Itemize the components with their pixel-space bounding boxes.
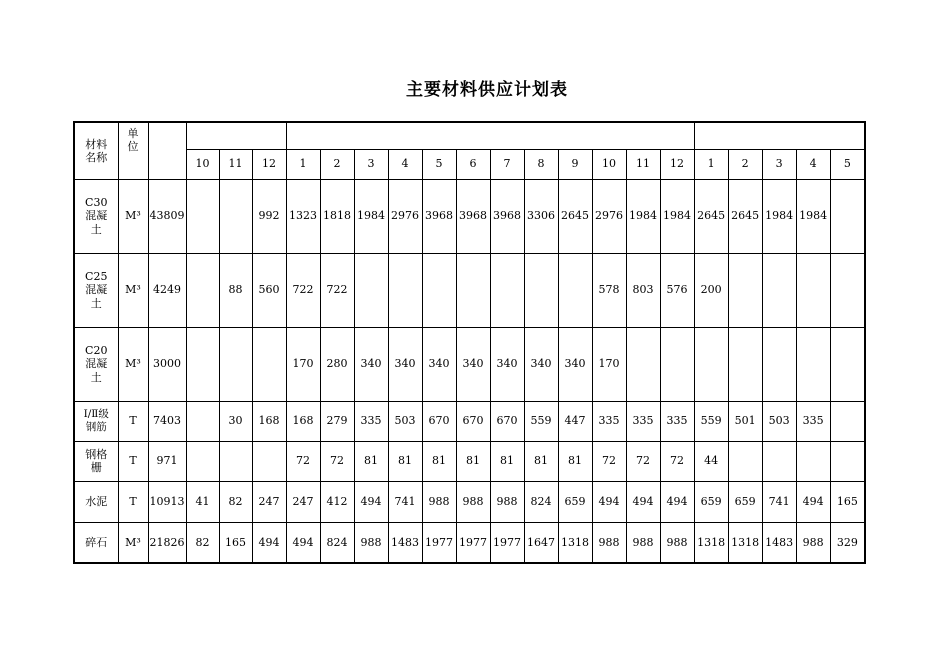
value-cell: 335 (592, 401, 626, 441)
value-cell (219, 441, 252, 481)
value-cell: 494 (592, 481, 626, 522)
month-header-cell: 4 (796, 149, 830, 179)
value-cell: 247 (252, 481, 286, 522)
table-row (74, 522, 865, 563)
value-cell: 1984 (796, 179, 830, 253)
month-header-row (74, 149, 865, 179)
table-row (74, 327, 865, 401)
value-cell: 81 (422, 441, 456, 481)
value-cell: 494 (626, 481, 660, 522)
value-cell: 559 (694, 401, 728, 441)
unit-cell: M³ (118, 253, 148, 327)
value-cell: 2976 (592, 179, 626, 253)
value-cell (186, 253, 219, 327)
value-cell (252, 327, 286, 401)
month-header-cell: 3 (762, 149, 796, 179)
value-cell: 560 (252, 253, 286, 327)
month-header-cell: 12 (660, 149, 694, 179)
month-header-cell: 2 (320, 149, 354, 179)
value-cell: 3306 (524, 179, 558, 253)
table-row (74, 253, 865, 327)
value-cell: 988 (660, 522, 694, 563)
value-cell: 72 (626, 441, 660, 481)
value-cell (558, 253, 592, 327)
total-cell: 7403 (148, 401, 186, 441)
month-header-cell: 7 (490, 149, 524, 179)
total-cell: 3000 (148, 327, 186, 401)
total-cell: 21826 (148, 522, 186, 563)
value-cell: 988 (354, 522, 388, 563)
value-cell (830, 253, 865, 327)
value-cell: 992 (252, 179, 286, 253)
value-cell (762, 253, 796, 327)
value-cell: 3968 (490, 179, 524, 253)
month-header-cell: 2 (728, 149, 762, 179)
value-cell: 501 (728, 401, 762, 441)
material-name-cell: 水泥 (74, 481, 118, 522)
value-cell: 1977 (456, 522, 490, 563)
value-cell: 1483 (762, 522, 796, 563)
value-cell: 1977 (490, 522, 524, 563)
value-cell (186, 179, 219, 253)
month-header-cell: 8 (524, 149, 558, 179)
material-name-cell: C30混凝土 (74, 179, 118, 253)
value-cell: 200 (694, 253, 728, 327)
value-cell: 659 (558, 481, 592, 522)
value-cell (762, 441, 796, 481)
value-cell: 1984 (626, 179, 660, 253)
value-cell: 988 (490, 481, 524, 522)
unit-cell: T (118, 441, 148, 481)
value-cell: 1984 (660, 179, 694, 253)
value-cell: 494 (286, 522, 320, 563)
value-cell: 81 (558, 441, 592, 481)
value-cell: 340 (490, 327, 524, 401)
value-cell (422, 253, 456, 327)
value-cell: 340 (558, 327, 592, 401)
value-cell: 335 (354, 401, 388, 441)
value-cell: 81 (388, 441, 422, 481)
month-header-cell: 10 (186, 149, 219, 179)
value-cell (388, 253, 422, 327)
value-cell: 722 (320, 253, 354, 327)
value-cell (830, 441, 865, 481)
value-cell (354, 253, 388, 327)
value-cell (219, 179, 252, 253)
value-cell (252, 441, 286, 481)
value-cell: 1647 (524, 522, 558, 563)
value-cell (186, 441, 219, 481)
value-cell: 578 (592, 253, 626, 327)
unit-cell: M³ (118, 522, 148, 563)
value-cell: 340 (354, 327, 388, 401)
total-cell: 43809 (148, 179, 186, 253)
total-cell: 4249 (148, 253, 186, 327)
value-cell: 1318 (694, 522, 728, 563)
value-cell: 279 (320, 401, 354, 441)
value-cell: 1483 (388, 522, 422, 563)
total-cell: 971 (148, 441, 186, 481)
value-cell (456, 253, 490, 327)
value-cell: 81 (490, 441, 524, 481)
value-cell: 494 (252, 522, 286, 563)
value-cell: 88 (219, 253, 252, 327)
year-group-2-header (286, 122, 694, 149)
value-cell: 494 (354, 481, 388, 522)
value-cell: 170 (592, 327, 626, 401)
value-cell: 670 (490, 401, 524, 441)
value-cell: 165 (830, 481, 865, 522)
month-header-cell: 1 (694, 149, 728, 179)
value-cell: 82 (186, 522, 219, 563)
value-cell (728, 441, 762, 481)
value-cell: 670 (456, 401, 490, 441)
value-cell (796, 253, 830, 327)
value-cell: 2976 (388, 179, 422, 253)
material-name-header: 材料名称 (74, 122, 118, 179)
value-cell (490, 253, 524, 327)
value-cell (762, 327, 796, 401)
value-cell (830, 179, 865, 253)
value-cell: 81 (524, 441, 558, 481)
value-cell: 503 (388, 401, 422, 441)
month-header-cell: 5 (422, 149, 456, 179)
value-cell: 2645 (694, 179, 728, 253)
value-cell: 72 (660, 441, 694, 481)
month-header-cell: 5 (830, 149, 865, 179)
value-cell: 670 (422, 401, 456, 441)
value-cell (660, 327, 694, 401)
unit-cell: M³ (118, 327, 148, 401)
value-cell: 340 (388, 327, 422, 401)
value-cell: 1818 (320, 179, 354, 253)
value-cell (186, 401, 219, 441)
value-cell (694, 327, 728, 401)
month-header-cell: 11 (626, 149, 660, 179)
value-cell: 447 (558, 401, 592, 441)
month-header-cell: 11 (219, 149, 252, 179)
value-cell: 72 (320, 441, 354, 481)
value-cell: 44 (694, 441, 728, 481)
value-cell: 3968 (456, 179, 490, 253)
value-cell: 1984 (762, 179, 796, 253)
value-cell: 803 (626, 253, 660, 327)
table-row (74, 481, 865, 522)
value-cell (219, 327, 252, 401)
month-header-cell: 9 (558, 149, 592, 179)
value-cell: 412 (320, 481, 354, 522)
value-cell: 335 (660, 401, 694, 441)
header-row-1 (74, 122, 865, 149)
table-row (74, 401, 865, 441)
value-cell (728, 253, 762, 327)
value-cell (728, 327, 762, 401)
material-name-cell: C20混凝土 (74, 327, 118, 401)
page-title: 主要材料供应计划表 (406, 80, 568, 100)
value-cell: 2645 (728, 179, 762, 253)
total-cell: 10913 (148, 481, 186, 522)
value-cell: 494 (660, 481, 694, 522)
value-cell: 81 (354, 441, 388, 481)
value-cell: 3968 (422, 179, 456, 253)
value-cell: 2645 (558, 179, 592, 253)
value-cell: 1977 (422, 522, 456, 563)
value-cell (796, 441, 830, 481)
value-cell: 329 (830, 522, 865, 563)
value-cell: 81 (456, 441, 490, 481)
year-group-1-header (186, 122, 286, 149)
value-cell: 1318 (558, 522, 592, 563)
value-cell: 988 (626, 522, 660, 563)
value-cell (626, 327, 660, 401)
month-header-cell: 1 (286, 149, 320, 179)
year-group-3-header (694, 122, 865, 149)
value-cell: 1323 (286, 179, 320, 253)
value-cell: 340 (456, 327, 490, 401)
value-cell: 280 (320, 327, 354, 401)
month-header-cell: 3 (354, 149, 388, 179)
total-header (148, 122, 186, 179)
value-cell: 659 (728, 481, 762, 522)
value-cell: 659 (694, 481, 728, 522)
material-supply-table (73, 121, 866, 564)
value-cell (524, 253, 558, 327)
value-cell: 72 (592, 441, 626, 481)
month-header-cell: 12 (252, 149, 286, 179)
value-cell: 335 (626, 401, 660, 441)
value-cell: 824 (524, 481, 558, 522)
month-header-cell: 10 (592, 149, 626, 179)
value-cell: 247 (286, 481, 320, 522)
value-cell (830, 401, 865, 441)
value-cell: 82 (219, 481, 252, 522)
value-cell: 722 (286, 253, 320, 327)
value-cell: 340 (524, 327, 558, 401)
unit-header: 单位 (118, 122, 148, 179)
value-cell: 988 (422, 481, 456, 522)
value-cell: 741 (388, 481, 422, 522)
value-cell: 988 (796, 522, 830, 563)
material-name-cell: 钢格栅 (74, 441, 118, 481)
table-row (74, 179, 865, 253)
value-cell: 824 (320, 522, 354, 563)
unit-cell: M³ (118, 179, 148, 253)
value-cell (796, 327, 830, 401)
value-cell: 165 (219, 522, 252, 563)
value-cell: 988 (456, 481, 490, 522)
value-cell (830, 327, 865, 401)
value-cell: 340 (422, 327, 456, 401)
value-cell: 559 (524, 401, 558, 441)
value-cell: 494 (796, 481, 830, 522)
value-cell: 1984 (354, 179, 388, 253)
value-cell: 503 (762, 401, 796, 441)
material-name-cell: 碎石 (74, 522, 118, 563)
month-header-cell: 4 (388, 149, 422, 179)
value-cell: 988 (592, 522, 626, 563)
value-cell: 30 (219, 401, 252, 441)
value-cell: 168 (286, 401, 320, 441)
value-cell: 170 (286, 327, 320, 401)
table-row (74, 441, 865, 481)
material-name-cell: Ⅰ/Ⅱ级钢筋 (74, 401, 118, 441)
value-cell: 741 (762, 481, 796, 522)
value-cell: 576 (660, 253, 694, 327)
unit-cell: T (118, 401, 148, 441)
value-cell (186, 327, 219, 401)
month-header-cell: 6 (456, 149, 490, 179)
value-cell: 335 (796, 401, 830, 441)
value-cell: 1318 (728, 522, 762, 563)
value-cell: 72 (286, 441, 320, 481)
material-name-cell: C25混凝土 (74, 253, 118, 327)
value-cell: 168 (252, 401, 286, 441)
value-cell: 41 (186, 481, 219, 522)
unit-cell: T (118, 481, 148, 522)
